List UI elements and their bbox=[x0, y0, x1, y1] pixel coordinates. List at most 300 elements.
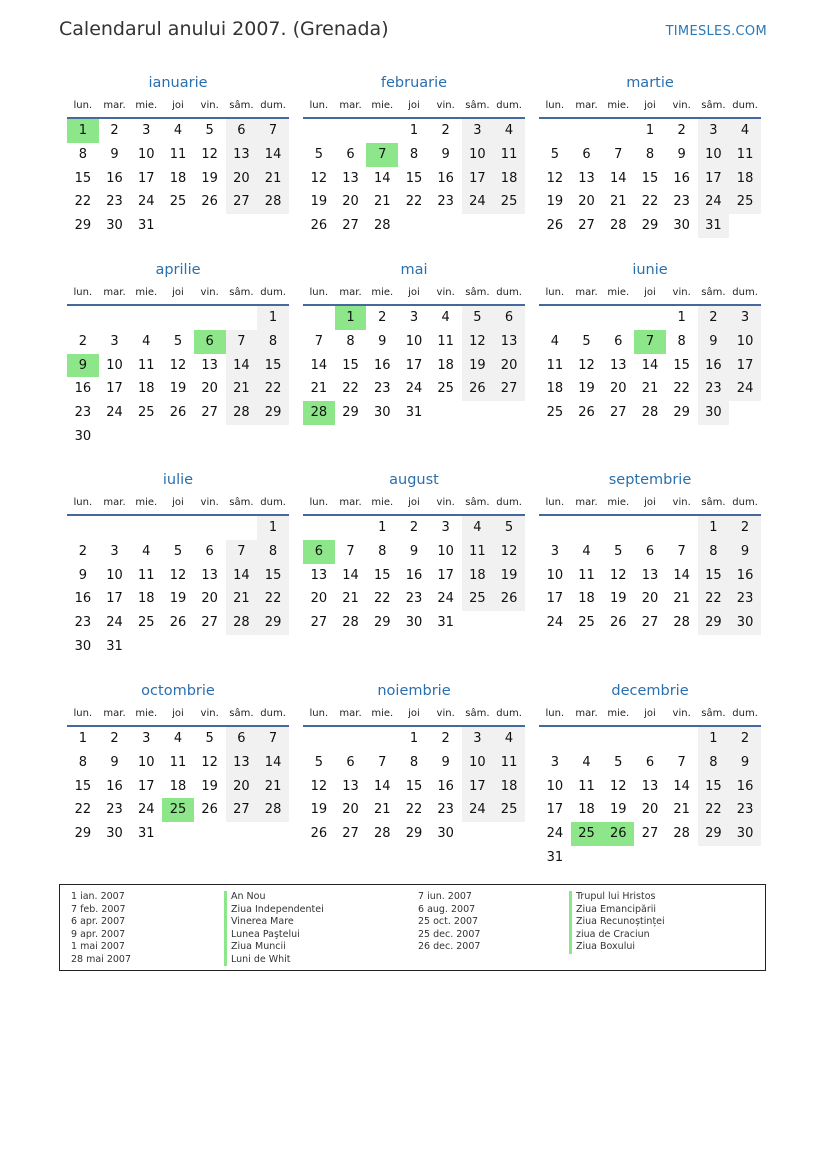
weekday-header bbox=[67, 94, 289, 119]
month-name: august bbox=[389, 472, 439, 488]
day-cell: 16 bbox=[405, 567, 423, 583]
day-cell: 13 bbox=[342, 170, 359, 186]
empty-cell bbox=[366, 727, 398, 751]
weekend-day-cell: 10 bbox=[462, 143, 494, 167]
empty-cell bbox=[67, 516, 99, 540]
day-cell: 6 bbox=[614, 333, 623, 349]
weekday-label: mie. bbox=[135, 100, 158, 111]
day-cell: 18 bbox=[169, 170, 187, 186]
empty-cell bbox=[571, 119, 603, 143]
weekday-header bbox=[539, 94, 761, 119]
weekday-label: mie. bbox=[607, 497, 630, 508]
day-cell: 23 bbox=[106, 802, 123, 818]
day-cell: 20 bbox=[609, 381, 627, 397]
day-cell: 29 bbox=[405, 826, 423, 842]
month-iulie bbox=[67, 469, 289, 659]
weekend-day-cell: 15 bbox=[257, 354, 289, 378]
empty-cell bbox=[571, 846, 603, 870]
day-cell: 30 bbox=[74, 428, 92, 444]
empty-cell bbox=[194, 306, 226, 330]
legend-date: 28 mai 2007 bbox=[71, 953, 132, 965]
weekday-label: joi bbox=[408, 100, 420, 111]
holiday-day-cell: 9 bbox=[67, 354, 99, 378]
weekday-label: mar. bbox=[339, 497, 362, 508]
weekend-day-cell: 18 bbox=[462, 564, 494, 588]
empty-cell bbox=[257, 214, 289, 238]
legend-date: 9 apr. 2007 bbox=[71, 928, 126, 940]
month-name: noiembrie bbox=[377, 683, 451, 699]
weekday-label: vin. bbox=[672, 497, 691, 508]
weekend-day-cell: 10 bbox=[729, 330, 761, 354]
weekend-day-cell: 5 bbox=[493, 516, 525, 540]
day-cell: 28 bbox=[373, 218, 391, 234]
weekend-day-cell: 6 bbox=[226, 119, 258, 143]
day-cell: 8 bbox=[409, 146, 419, 162]
empty-cell bbox=[226, 822, 258, 846]
day-cell: 17 bbox=[546, 802, 564, 818]
day-cell: 2 bbox=[110, 731, 119, 746]
day-cell: 30 bbox=[74, 638, 92, 654]
day-cell: 15 bbox=[673, 357, 690, 373]
weekday-header bbox=[67, 281, 289, 306]
day-cell: 27 bbox=[310, 615, 328, 631]
legend-holiday-name: Ziua Emancipării bbox=[569, 904, 665, 917]
day-cell: 13 bbox=[609, 357, 627, 373]
day-cell: 25 bbox=[546, 405, 564, 421]
weekday-label: sâm. bbox=[701, 497, 726, 508]
day-cell: 27 bbox=[641, 615, 659, 631]
legend-date: 25 oct. 2007 bbox=[418, 916, 479, 927]
weekend-day-cell: 20 bbox=[226, 775, 258, 799]
day-cell: 30 bbox=[373, 405, 391, 421]
day-cell: 25 bbox=[169, 194, 187, 210]
day-cell: 28 bbox=[609, 218, 627, 234]
day-cell: 30 bbox=[106, 826, 123, 842]
day-grid bbox=[539, 516, 761, 635]
weekday-label: joi bbox=[172, 100, 184, 111]
empty-cell bbox=[194, 516, 226, 540]
weekend-day-cell: 11 bbox=[493, 751, 525, 775]
weekend-day-cell: 11 bbox=[462, 540, 494, 564]
day-cell: 2 bbox=[441, 123, 450, 138]
weekday-label: lun. bbox=[545, 497, 565, 508]
day-cell: 12 bbox=[310, 778, 328, 794]
day-cell: 4 bbox=[142, 543, 151, 559]
empty-cell bbox=[130, 516, 162, 540]
weekend-day-cell: 1 bbox=[257, 306, 289, 330]
day-cell: 16 bbox=[106, 170, 123, 186]
day-cell: 12 bbox=[546, 170, 564, 186]
empty-cell bbox=[226, 306, 258, 330]
day-cell: 3 bbox=[441, 520, 450, 535]
empty-cell bbox=[303, 306, 335, 330]
weekend-day-cell: 6 bbox=[493, 306, 525, 330]
weekend-day-cell: 10 bbox=[698, 143, 730, 167]
day-cell: 7 bbox=[378, 754, 387, 770]
day-grid bbox=[303, 727, 525, 846]
day-cell: 29 bbox=[74, 826, 92, 842]
weekday-label: dum. bbox=[260, 497, 286, 508]
day-cell: 27 bbox=[342, 826, 359, 842]
weekday-label: sâm. bbox=[701, 708, 726, 719]
weekend-day-cell: 15 bbox=[257, 564, 289, 588]
weekend-day-cell: 22 bbox=[698, 587, 730, 611]
day-cell: 16 bbox=[74, 381, 92, 397]
weekend-day-cell: 3 bbox=[729, 306, 761, 330]
weekday-header bbox=[539, 491, 761, 516]
day-cell: 26 bbox=[310, 826, 328, 842]
day-cell: 3 bbox=[110, 333, 119, 349]
day-cell: 6 bbox=[582, 146, 591, 162]
weekday-label: mie. bbox=[371, 497, 394, 508]
empty-cell bbox=[430, 214, 462, 238]
empty-cell bbox=[194, 425, 226, 449]
weekday-label: mie. bbox=[607, 708, 630, 719]
holiday-day-cell: 1 bbox=[67, 119, 99, 143]
empty-cell bbox=[99, 425, 131, 449]
weekday-label: dum. bbox=[732, 100, 758, 111]
weekday-label: mie. bbox=[607, 287, 630, 298]
day-cell: 15 bbox=[405, 170, 423, 186]
legend-date: 25 dec. 2007 bbox=[418, 928, 481, 940]
day-cell: 23 bbox=[106, 194, 123, 210]
day-cell: 25 bbox=[137, 615, 155, 631]
empty-cell bbox=[571, 516, 603, 540]
day-cell: 31 bbox=[137, 826, 155, 842]
weekend-day-cell: 30 bbox=[698, 401, 730, 425]
day-cell: 2 bbox=[677, 123, 686, 138]
empty-cell bbox=[162, 425, 194, 449]
day-cell: 27 bbox=[201, 405, 218, 421]
day-cell: 5 bbox=[550, 146, 559, 162]
month-decembrie bbox=[539, 680, 761, 870]
weekday-label: sâm. bbox=[701, 100, 726, 111]
weekend-day-cell: 4 bbox=[729, 119, 761, 143]
day-cell: 21 bbox=[373, 194, 391, 210]
day-cell: 19 bbox=[609, 591, 627, 607]
weekday-label: lun. bbox=[545, 708, 565, 719]
day-cell: 3 bbox=[409, 310, 419, 325]
holiday-day-cell: 6 bbox=[303, 540, 335, 564]
day-grid bbox=[539, 727, 761, 870]
day-cell: 31 bbox=[546, 849, 564, 865]
day-cell: 17 bbox=[106, 591, 123, 607]
weekday-label: dum. bbox=[732, 287, 758, 298]
weekday-label: lun. bbox=[73, 708, 93, 719]
weekday-header bbox=[303, 281, 525, 306]
day-cell: 16 bbox=[673, 170, 690, 186]
day-grid bbox=[67, 727, 289, 846]
day-cell: 22 bbox=[405, 802, 423, 818]
day-cell: 19 bbox=[546, 194, 564, 210]
day-cell: 6 bbox=[346, 146, 355, 162]
weekday-header bbox=[303, 94, 525, 119]
weekday-label: dum. bbox=[260, 708, 286, 719]
empty-cell bbox=[67, 306, 99, 330]
day-cell: 17 bbox=[137, 170, 155, 186]
empty-cell bbox=[162, 306, 194, 330]
empty-cell bbox=[729, 214, 761, 238]
month-name: ianuarie bbox=[148, 75, 208, 91]
legend-holiday-name: Trupul lui Hristos bbox=[569, 891, 665, 904]
day-cell: 29 bbox=[74, 218, 92, 234]
weekend-day-cell: 25 bbox=[729, 190, 761, 214]
day-cell: 18 bbox=[578, 802, 595, 818]
weekend-day-cell: 3 bbox=[462, 119, 494, 143]
day-cell: 28 bbox=[673, 826, 690, 842]
weekday-label: mie. bbox=[371, 287, 394, 298]
day-cell: 13 bbox=[310, 567, 328, 583]
day-cell: 11 bbox=[578, 567, 595, 583]
legend-holiday-name: ziua de Craciun bbox=[569, 929, 665, 942]
day-cell: 25 bbox=[437, 381, 454, 397]
weekend-day-cell: 16 bbox=[729, 564, 761, 588]
weekend-day-cell: 2 bbox=[698, 306, 730, 330]
day-cell: 21 bbox=[609, 194, 627, 210]
day-cell: 20 bbox=[201, 591, 218, 607]
legend-holiday-name: Ziua Muncii bbox=[224, 941, 324, 954]
brand-link[interactable]: TIMESLES.COM bbox=[665, 24, 767, 39]
day-cell: 5 bbox=[314, 146, 323, 162]
weekend-day-cell: 15 bbox=[698, 564, 730, 588]
weekend-day-cell: 14 bbox=[257, 143, 289, 167]
weekend-day-cell: 29 bbox=[698, 611, 730, 635]
weekend-day-cell: 8 bbox=[698, 751, 730, 775]
weekday-header bbox=[67, 702, 289, 727]
day-cell: 21 bbox=[310, 381, 328, 397]
day-cell: 1 bbox=[78, 731, 87, 746]
legend-date: 1 mai 2007 bbox=[71, 941, 125, 952]
day-cell: 2 bbox=[441, 731, 450, 746]
day-cell: 2 bbox=[110, 123, 119, 138]
empty-cell bbox=[162, 822, 194, 846]
month-name: octombrie bbox=[141, 683, 215, 699]
weekday-label: sâm. bbox=[465, 497, 490, 508]
weekend-day-cell: 29 bbox=[257, 611, 289, 635]
day-cell: 4 bbox=[173, 731, 183, 746]
day-cell: 14 bbox=[609, 170, 627, 186]
day-cell: 28 bbox=[641, 405, 659, 421]
day-cell: 14 bbox=[373, 778, 391, 794]
empty-cell bbox=[493, 822, 525, 846]
weekend-day-cell: 21 bbox=[257, 167, 289, 191]
day-cell: 16 bbox=[437, 778, 454, 794]
weekday-label: mie. bbox=[371, 100, 394, 111]
weekend-day-cell: 4 bbox=[493, 119, 525, 143]
weekday-label: mar. bbox=[575, 100, 598, 111]
day-cell: 6 bbox=[346, 754, 355, 770]
day-cell: 20 bbox=[578, 194, 595, 210]
legend-date: 1 ian. 2007 bbox=[71, 891, 125, 902]
day-cell: 27 bbox=[342, 218, 359, 234]
empty-cell bbox=[729, 846, 761, 870]
weekend-day-cell: 14 bbox=[226, 354, 258, 378]
weekday-header bbox=[539, 281, 761, 306]
day-cell: 9 bbox=[110, 754, 119, 770]
weekday-header bbox=[303, 491, 525, 516]
day-grid bbox=[303, 516, 525, 635]
empty-cell bbox=[303, 516, 335, 540]
day-cell: 20 bbox=[342, 194, 359, 210]
weekday-label: mie. bbox=[135, 287, 158, 298]
weekend-day-cell: 10 bbox=[462, 751, 494, 775]
day-cell: 10 bbox=[106, 357, 123, 373]
weekend-day-cell: 30 bbox=[729, 611, 761, 635]
weekday-label: dum. bbox=[260, 100, 286, 111]
day-cell: 16 bbox=[74, 591, 92, 607]
weekend-day-cell: 2 bbox=[729, 516, 761, 540]
weekend-day-cell: 28 bbox=[226, 611, 258, 635]
day-cell: 1 bbox=[645, 123, 655, 138]
month-name: mai bbox=[400, 262, 428, 278]
weekend-day-cell: 7 bbox=[257, 119, 289, 143]
empty-cell bbox=[602, 846, 634, 870]
weekend-day-cell: 14 bbox=[257, 751, 289, 775]
weekday-label: sâm. bbox=[701, 287, 726, 298]
day-cell: 23 bbox=[673, 194, 690, 210]
weekend-day-cell: 18 bbox=[493, 167, 525, 191]
empty-cell bbox=[162, 635, 194, 659]
weekend-day-cell: 24 bbox=[698, 190, 730, 214]
empty-cell bbox=[602, 306, 634, 330]
empty-cell bbox=[462, 401, 494, 425]
day-cell: 25 bbox=[578, 615, 595, 631]
day-cell: 9 bbox=[78, 567, 87, 583]
day-cell: 24 bbox=[106, 405, 123, 421]
weekday-label: mie. bbox=[607, 100, 630, 111]
day-cell: 4 bbox=[441, 310, 450, 325]
day-cell: 21 bbox=[342, 591, 359, 607]
day-cell: 19 bbox=[310, 802, 328, 818]
weekend-day-cell: 26 bbox=[462, 377, 494, 401]
weekday-label: joi bbox=[644, 100, 656, 111]
day-cell: 26 bbox=[201, 194, 218, 210]
weekend-day-cell: 24 bbox=[462, 190, 494, 214]
empty-cell bbox=[335, 516, 367, 540]
legend-names-col1 bbox=[224, 891, 324, 966]
day-cell: 5 bbox=[205, 731, 214, 746]
weekday-label: joi bbox=[172, 708, 184, 719]
day-cell: 24 bbox=[437, 591, 454, 607]
day-cell: 19 bbox=[201, 778, 218, 794]
day-cell: 19 bbox=[310, 194, 328, 210]
day-cell: 7 bbox=[346, 543, 355, 559]
day-cell: 18 bbox=[169, 778, 187, 794]
day-cell: 12 bbox=[609, 567, 627, 583]
day-cell: 14 bbox=[342, 567, 359, 583]
day-cell: 22 bbox=[673, 381, 690, 397]
day-cell: 27 bbox=[609, 405, 627, 421]
day-cell: 3 bbox=[142, 123, 151, 138]
month-februarie bbox=[303, 72, 525, 238]
empty-cell bbox=[130, 306, 162, 330]
weekend-day-cell: 1 bbox=[698, 516, 730, 540]
holiday-day-cell: 28 bbox=[303, 401, 335, 425]
weekday-label: lun. bbox=[545, 100, 565, 111]
day-cell: 21 bbox=[673, 591, 690, 607]
day-cell: 12 bbox=[310, 170, 328, 186]
day-cell: 23 bbox=[74, 615, 92, 631]
weekend-day-cell: 25 bbox=[493, 798, 525, 822]
empty-cell bbox=[571, 306, 603, 330]
day-cell: 13 bbox=[201, 567, 218, 583]
weekday-label: lun. bbox=[73, 497, 93, 508]
weekday-header bbox=[67, 491, 289, 516]
weekday-label: mar. bbox=[339, 287, 362, 298]
empty-cell bbox=[462, 214, 494, 238]
empty-cell bbox=[303, 727, 335, 751]
month-name: iulie bbox=[162, 472, 194, 488]
weekend-day-cell: 25 bbox=[462, 587, 494, 611]
day-cell: 2 bbox=[78, 333, 87, 349]
holiday-legend bbox=[59, 884, 766, 971]
day-cell: 15 bbox=[342, 357, 359, 373]
month-aprilie bbox=[67, 259, 289, 449]
day-cell: 19 bbox=[169, 591, 187, 607]
day-cell: 17 bbox=[437, 567, 454, 583]
day-grid bbox=[67, 119, 289, 238]
legend-dates-col1 bbox=[71, 891, 131, 966]
day-cell: 8 bbox=[409, 754, 419, 770]
weekday-label: joi bbox=[408, 497, 420, 508]
empty-cell bbox=[698, 846, 730, 870]
empty-cell bbox=[462, 611, 494, 635]
weekday-label: vin. bbox=[436, 287, 455, 298]
day-cell: 14 bbox=[310, 357, 328, 373]
weekday-label: dum. bbox=[496, 708, 522, 719]
weekday-label: lun. bbox=[73, 287, 93, 298]
day-cell: 8 bbox=[78, 754, 87, 770]
weekday-label: lun. bbox=[309, 287, 329, 298]
day-cell: 14 bbox=[673, 778, 690, 794]
day-cell: 1 bbox=[409, 123, 419, 138]
day-grid bbox=[539, 119, 761, 238]
empty-cell bbox=[99, 306, 131, 330]
weekday-label: dum. bbox=[496, 287, 522, 298]
day-cell: 23 bbox=[373, 381, 391, 397]
holiday-day-cell: 7 bbox=[366, 143, 398, 167]
day-cell: 8 bbox=[346, 333, 355, 349]
weekday-label: vin. bbox=[436, 497, 455, 508]
day-cell: 11 bbox=[578, 778, 595, 794]
weekend-day-cell: 8 bbox=[257, 330, 289, 354]
day-cell: 17 bbox=[137, 778, 155, 794]
holiday-day-cell: 7 bbox=[634, 330, 666, 354]
day-cell: 12 bbox=[201, 146, 218, 162]
day-cell: 29 bbox=[342, 405, 359, 421]
day-cell: 11 bbox=[137, 567, 155, 583]
empty-cell bbox=[257, 635, 289, 659]
empty-cell bbox=[493, 401, 525, 425]
empty-cell bbox=[335, 727, 367, 751]
day-cell: 26 bbox=[310, 218, 328, 234]
empty-cell bbox=[666, 516, 698, 540]
day-cell: 17 bbox=[546, 591, 564, 607]
weekend-day-cell: 11 bbox=[493, 143, 525, 167]
legend-dates-col2 bbox=[418, 891, 480, 954]
day-cell: 16 bbox=[106, 778, 123, 794]
weekend-day-cell: 23 bbox=[729, 587, 761, 611]
day-cell: 22 bbox=[405, 194, 423, 210]
weekend-day-cell: 24 bbox=[729, 377, 761, 401]
day-cell: 3 bbox=[550, 543, 559, 559]
day-cell: 24 bbox=[405, 381, 423, 397]
weekday-label: mar. bbox=[103, 497, 126, 508]
empty-cell bbox=[194, 822, 226, 846]
day-cell: 20 bbox=[201, 381, 218, 397]
day-cell: 24 bbox=[137, 194, 155, 210]
weekday-label: vin. bbox=[200, 708, 219, 719]
